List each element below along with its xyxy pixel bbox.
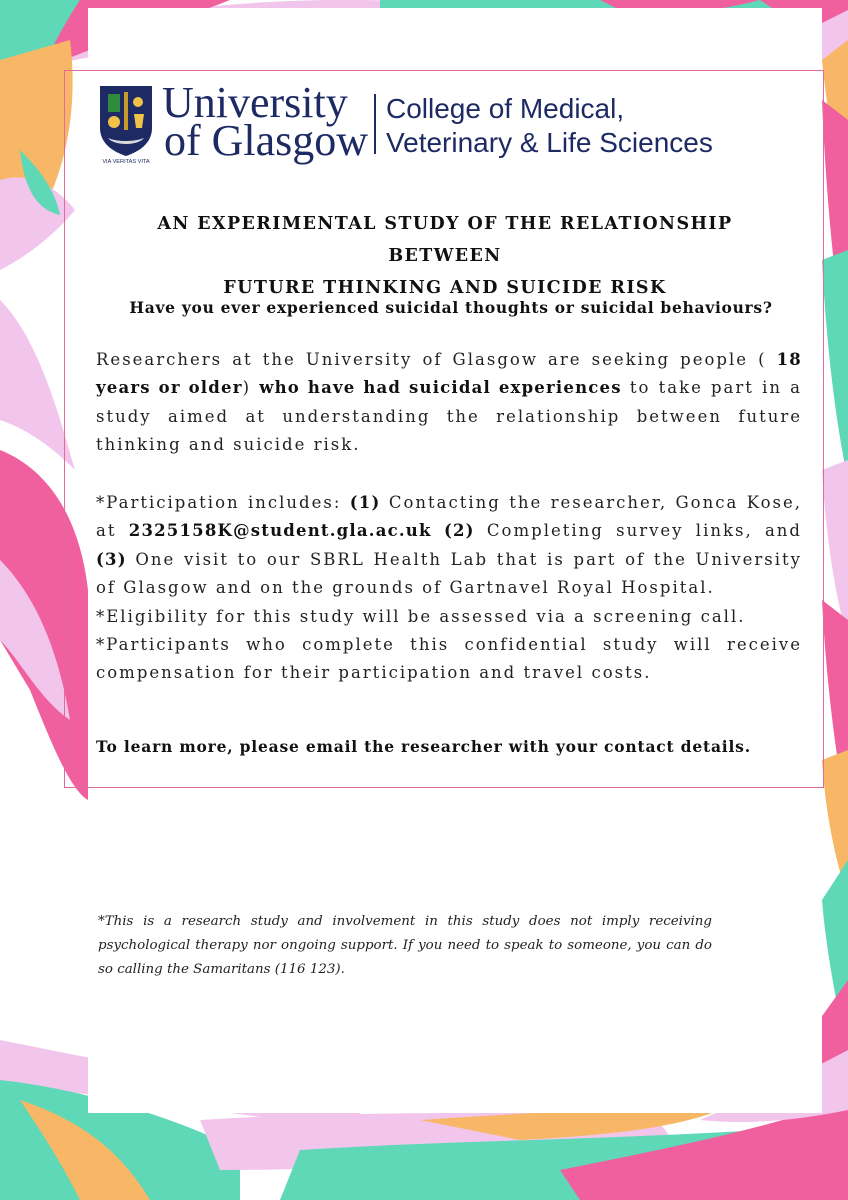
call-to-action: To learn more, please email the researcher with your contact details.: [96, 737, 751, 756]
study-title: [100, 208, 790, 304]
step-2-number: (2): [443, 521, 475, 541]
university-logo: [98, 78, 778, 170]
researcher-email-link[interactable]: 2325158K@student.gla.ac.uk: [128, 521, 432, 541]
disclaimer-note: *This is a research study and involvement in this study does not imply receiving psychological therapy nor ongoing support. If you need to speak to someone, you can do so calling the Samaritans (116 123).: [98, 914, 712, 977]
college-line-2: Veterinary & Life Sciences: [386, 127, 713, 158]
logo-divider: [374, 94, 376, 154]
study-title-line-2: FUTURE THINKING AND SUICIDE RISK: [223, 278, 667, 298]
intro-paragraph: [96, 346, 802, 460]
experience-requirement: who have had suicidal experiences: [259, 378, 622, 398]
step-1-number: (1): [349, 493, 381, 512]
step-3-number: (3): [96, 549, 127, 569]
intro-text-2: ): [242, 378, 260, 398]
intro-text-3: to take part in a study aimed at understanding the relationship between future thinking and suicide risk.: [96, 378, 802, 455]
compensation-note: *Participants who complete this confidential study will receive compensation for their participation and travel costs.: [96, 635, 802, 683]
university-wordmark: [162, 78, 369, 165]
step-3-text: One visit to our SBRL Health Lab that is part of the University of Glasgow and on the grounds of Gartnavel Royal Hospital.: [96, 549, 802, 598]
screening-question: Have you ever experienced suicidal thoughts or suicidal behaviours?: [129, 298, 773, 317]
participation-paragraph: [96, 489, 802, 688]
university-crest-icon: [98, 84, 154, 166]
participation-intro: *Participation includes:: [96, 493, 350, 512]
step-1-text: Contacting the researcher, Gonca Kose, at: [96, 493, 802, 541]
college-name: [386, 92, 713, 160]
college-line-1: College of Medical,: [386, 93, 625, 124]
age-requirement: 18 years or older: [96, 350, 802, 398]
step-2-text: Completing survey links, and: [474, 521, 802, 541]
study-title-line-1: AN EXPERIMENTAL STUDY OF THE RELATIONSHIP BETWEEN: [157, 214, 733, 266]
wordmark-line-2: of Glasgow: [164, 116, 369, 165]
wordmark-line-1: University: [162, 78, 348, 127]
eligibility-note: *Eligibility for this study will be assessed via a screening call.: [96, 606, 746, 626]
intro-text-1: Researchers at the University of Glasgow are seeking people (: [96, 350, 777, 369]
crest-motto: VIA VERITAS VITA: [102, 159, 150, 165]
